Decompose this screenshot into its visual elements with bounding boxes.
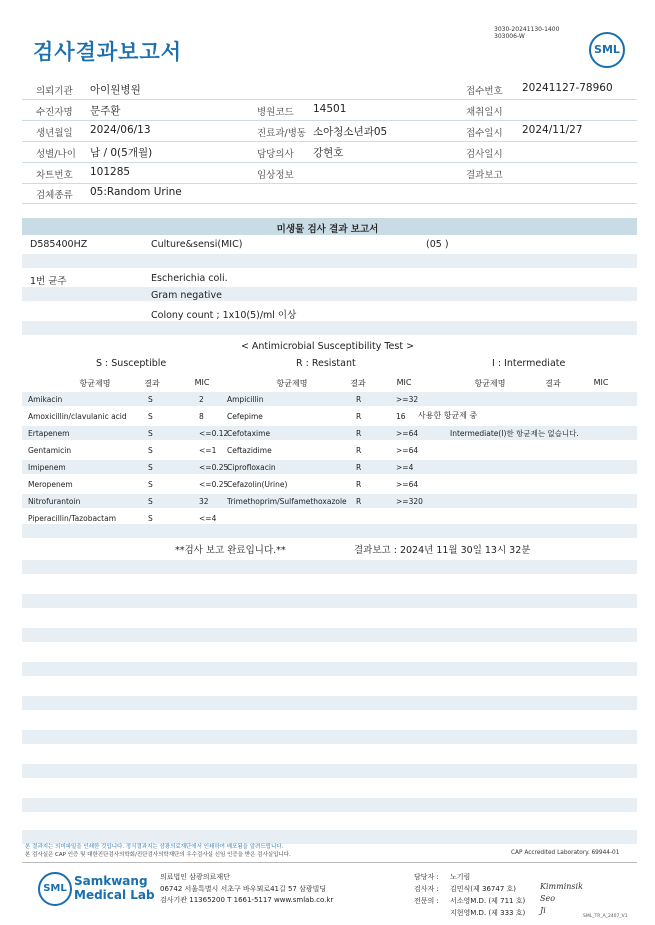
- info-label: 검사일시: [466, 149, 503, 160]
- info-value: 14501: [313, 103, 347, 115]
- info-row-divider: [22, 162, 637, 163]
- document-codes: [494, 26, 559, 40]
- info-label: 결과보고: [466, 170, 503, 181]
- note-line-2: Intermediate(I)한 항균제는 없습니다.: [450, 429, 579, 438]
- antibiotic-result: S: [148, 514, 153, 523]
- info-label: 채취일시: [466, 107, 503, 118]
- antibiotic-result: R: [356, 497, 362, 506]
- antibiotic-name: Amikacin: [28, 395, 63, 404]
- organism-gram: Gram negative: [151, 290, 222, 301]
- organism-label: 1번 균주: [30, 276, 67, 287]
- antibiotic-name: Ampicillin: [227, 395, 264, 404]
- note-line-1: 사용한 항균제 중: [418, 411, 478, 420]
- row-band: [22, 798, 637, 812]
- antibiotic-mic: 8: [199, 412, 204, 421]
- info-row-divider: [22, 141, 637, 142]
- col-header-drug: 항균제명: [79, 379, 111, 388]
- col-header-mic: MIC: [194, 378, 210, 387]
- ast-title: < Antimicrobial Susceptibility Test >: [240, 341, 415, 352]
- antibiotic-mic: <=0.25: [199, 480, 229, 489]
- staff-name: 지현영M.D. (제 333 호): [450, 909, 526, 917]
- antibiotic-mic: 2: [199, 395, 204, 404]
- staff-name: 서소영M.D. (제 711 호): [450, 897, 526, 905]
- antibiotic-result: S: [148, 480, 153, 489]
- brand-name: [74, 874, 155, 902]
- col-header-mic: MIC: [593, 378, 609, 387]
- antibiotic-result: R: [356, 480, 362, 489]
- antibiotic-name: Meropenem: [28, 480, 73, 489]
- antibiotic-result: S: [148, 429, 153, 438]
- antibiotic-name: Ciprofloxacin: [227, 463, 276, 472]
- info-value: 소아청소년과05: [313, 126, 388, 138]
- staff-name: 노기림: [450, 873, 471, 881]
- info-label: 수진자명: [36, 107, 73, 118]
- antibiotic-result: R: [356, 429, 362, 438]
- antibiotic-mic: >=64: [396, 446, 419, 455]
- code-line: 3030-20241130-1400: [494, 26, 560, 33]
- row-band: [22, 460, 637, 474]
- antibiotic-mic: >=320: [396, 497, 423, 506]
- antibiotic-name: Nitrofurantoin: [28, 497, 81, 506]
- cap-accreditation: CAP Accredited Laboratory. 69944-01: [511, 850, 620, 856]
- antibiotic-result: S: [148, 446, 153, 455]
- info-label: 검체종류: [36, 190, 73, 201]
- row-band: [22, 287, 637, 301]
- test-code: D585400HZ: [30, 239, 88, 250]
- antibiotic-mic: 16: [396, 412, 406, 421]
- info-label: 접수일시: [466, 128, 503, 139]
- organism-name: Escherichia coli.: [151, 273, 228, 284]
- row-band: [22, 696, 637, 710]
- info-label: 생년월일: [36, 128, 73, 139]
- footer-divider: [22, 862, 637, 863]
- form-code: SML_TR_A_2407_V1: [583, 914, 628, 919]
- antibiotic-name: Amoxicillin/clavulanic acid: [28, 412, 127, 421]
- antibiotic-name: Ertapenem: [28, 429, 70, 438]
- test-number: (05 ): [426, 239, 449, 250]
- antibiotic-name: Trimethoprim/Sulfamethoxazole: [227, 497, 347, 506]
- antibiotic-name: Cefepime: [227, 412, 263, 421]
- antibiotic-name: Piperacillin/Tazobactam: [28, 514, 117, 523]
- code-line: 303006-W: [494, 33, 525, 40]
- staff-role: 전문의 :: [414, 897, 439, 905]
- org-name: 의료법인 삼광의료재단: [160, 873, 230, 881]
- info-value: 05:Random Urine: [90, 186, 182, 198]
- sml-logo: SML: [589, 32, 625, 68]
- info-label: 병원코드: [257, 107, 294, 118]
- report-time: 결과보고 : 2024년 11월 30일 13시 32분: [354, 545, 531, 556]
- antibiotic-mic: >=4: [396, 463, 414, 472]
- lab-address-block: [160, 872, 333, 907]
- row-band: [22, 764, 637, 778]
- col-header-drug: 항균제명: [276, 379, 308, 388]
- antibiotic-mic: >=64: [396, 480, 419, 489]
- notice-cert: 본 검사실은 CAP 인증 및 대한진단검사의학회/진단검사의학재단의 우수검사실 신임 인증을 받은 검사실입니다.: [25, 852, 291, 858]
- antibiotic-result: R: [356, 463, 362, 472]
- notice-print: 본 결과지는 의미파일을 인쇄한 것입니다. 정식결과지는 삼광의료재단에서 인쇄하여 배포됨을 알려드립니다.: [25, 844, 284, 850]
- col-header-result: 결과: [350, 379, 366, 388]
- info-value: 남 / 0(5개월): [90, 147, 153, 159]
- contact-info: 검사기관 11365200 T 1661-5117 www.smlab.co.kr: [160, 896, 334, 904]
- row-band: [22, 560, 637, 574]
- legend-intermediate: I : Intermediate: [492, 358, 566, 369]
- info-label: 임상정보: [257, 170, 294, 181]
- brand-line-2: Medical Lab: [74, 888, 155, 902]
- info-label: 접수번호: [466, 86, 503, 97]
- info-label: 담당의사: [257, 149, 294, 160]
- antibiotic-mic: 32: [199, 497, 209, 506]
- antibiotic-mic: >=64: [396, 429, 419, 438]
- organism-colony: Colony count ; 1x10(5)/ml 이상: [151, 310, 297, 321]
- info-value: 20241127-78960: [522, 82, 613, 94]
- staff-signature: Ji: [540, 906, 546, 915]
- antibiotic-mic: <=1: [199, 446, 217, 455]
- antibiotic-name: Ceftazidime: [227, 446, 272, 455]
- info-row-divider: [22, 183, 637, 184]
- info-value: 강현호: [313, 147, 344, 159]
- row-band: [22, 594, 637, 608]
- row-band: [22, 662, 637, 676]
- info-row-divider: [22, 99, 637, 100]
- antibiotic-mic: <=0.25: [199, 463, 229, 472]
- info-value: 2024/06/13: [90, 124, 151, 136]
- col-header-result: 결과: [545, 379, 561, 388]
- info-row-divider: [22, 203, 637, 204]
- row-band: [22, 321, 637, 335]
- row-band: [22, 628, 637, 642]
- staff-name: 김민식(제 36747 호): [450, 885, 516, 893]
- completion-text: **검사 보고 완료입니다.**: [175, 545, 286, 556]
- antibiotic-mic: <=4: [199, 514, 217, 523]
- section-title: 미생물 검사 결과 보고서: [276, 224, 379, 235]
- row-band: [22, 254, 637, 268]
- staff-signature: Kimminsik: [540, 882, 583, 891]
- staff-role: 검사자 :: [414, 885, 439, 893]
- antibiotic-result: R: [356, 412, 362, 421]
- col-header-mic: MIC: [396, 378, 412, 387]
- row-band: [22, 392, 637, 406]
- test-name: Culture&sensi(MIC): [151, 239, 243, 250]
- row-band: [22, 524, 637, 538]
- antibiotic-result: S: [148, 412, 153, 421]
- antibiotic-result: R: [356, 446, 362, 455]
- staff-role: 담당자 :: [414, 873, 439, 881]
- col-header-drug: 항균제명: [474, 379, 506, 388]
- col-header-result: 결과: [144, 379, 160, 388]
- info-label: 성별/나이: [36, 149, 76, 160]
- info-value: 아이원병원: [90, 84, 141, 96]
- legend-susceptible: S : Susceptible: [96, 358, 167, 369]
- info-value: 문주환: [90, 105, 121, 117]
- antibiotic-name: Cefazolin(Urine): [227, 480, 288, 489]
- antibiotic-mic: <=0.12: [199, 429, 229, 438]
- antibiotic-result: S: [148, 497, 153, 506]
- sml-footer-logo: SML: [38, 872, 72, 906]
- address: 06742 서울특별시 서초구 바우뫼로41길 57 삼광빌딩: [160, 884, 327, 893]
- antibiotic-result: R: [356, 395, 362, 404]
- antibiotic-name: Imipenem: [28, 463, 66, 472]
- info-value: 2024/11/27: [522, 124, 583, 136]
- legend-resistant: R : Resistant: [296, 358, 356, 369]
- row-band: [22, 730, 637, 744]
- antibiotic-result: S: [148, 463, 153, 472]
- antibiotic-name: Cefotaxime: [227, 429, 271, 438]
- antibiotic-result: S: [148, 395, 153, 404]
- brand-line-1: Samkwang: [74, 874, 148, 888]
- info-label: 진료과/병동: [257, 128, 307, 139]
- page-title: 검사결과보고서: [33, 40, 183, 64]
- staff-signature: Seo: [540, 894, 556, 903]
- info-label: 의뢰기관: [36, 86, 73, 97]
- info-label: 차트번호: [36, 170, 73, 181]
- info-value: 101285: [90, 166, 131, 178]
- antibiotic-name: Gentamicin: [28, 446, 72, 455]
- info-row-divider: [22, 120, 637, 121]
- antibiotic-mic: >=32: [396, 395, 419, 404]
